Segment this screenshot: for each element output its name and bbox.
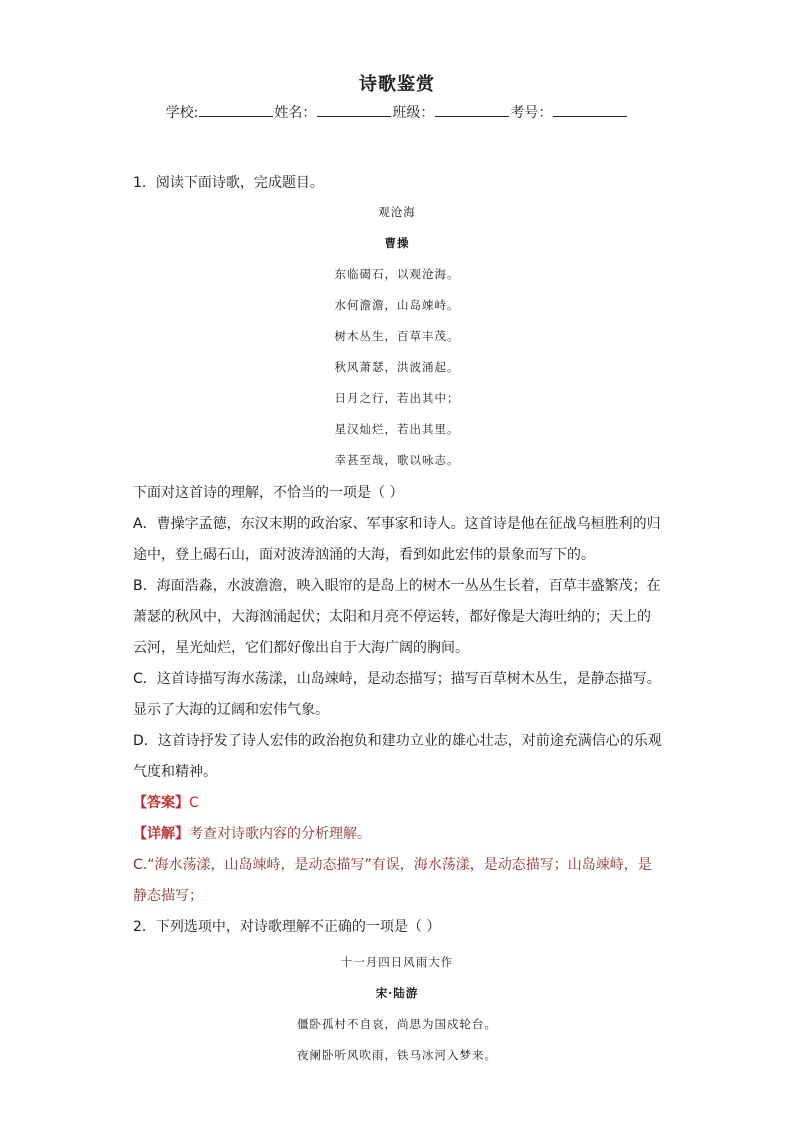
poem-1-line: 水何澹澹，山岛竦峙。 [334, 298, 460, 312]
page-title: 诗歌鉴赏 [359, 74, 435, 95]
answer-value: C [189, 795, 199, 811]
poem-1-line: 树木丛生，百草丰茂。 [334, 329, 460, 343]
poem-2-line: 僵卧孤村不自哀，尚思为国戍轮台。 [297, 1017, 497, 1031]
question-2-stem: 2．下列选项中，对诗歌理解不正确的一项是（ ） [133, 919, 441, 935]
option-d: D．这首诗抒发了诗人宏伟的政治抱负和建功立业的雄心壮志，对前途充满信心的乐观气度和精神。 [133, 733, 662, 780]
name-blank[interactable] [317, 102, 391, 117]
poem-1-line: 幸甚至哉，歌以咏志。 [334, 453, 460, 467]
poem-1-line: 秋风萧瑟，洪波涌起。 [334, 360, 460, 374]
poem-1-title: 观沧海 [378, 205, 416, 219]
name-label: 姓名： [274, 105, 317, 121]
option-b: B．海面浩淼，水波澹澹，映入眼帘的是岛上的树木一丛丛生长着，百草丰盛繁茂；在萧瑟的秋风中，大海汹涌起伏；太阳和月亮不停运转，都好像是大海吐纳的；天上的云河，星光灿烂，它们都好像出自于大海广阔的胸间。 [133, 578, 661, 656]
school-blank[interactable] [199, 102, 273, 117]
number-blank[interactable] [553, 102, 627, 117]
poem-1-line: 东临碣石，以观沧海。 [334, 267, 460, 281]
class-label: 班级： [392, 105, 435, 121]
poem-2-line: 夜阑卧听风吹雨，铁马冰河入梦来。 [297, 1048, 497, 1062]
detail-label: 【详解】 [133, 826, 189, 842]
detail-intro: 考查对诗歌内容的分析理解。 [189, 826, 371, 842]
class-blank[interactable] [435, 102, 509, 117]
answer-line [133, 788, 663, 819]
question-1-prompt: 下面对这首诗的理解，不恰当的一项是（ ） [133, 485, 404, 501]
poem-1-author: 曹操 [384, 236, 410, 250]
question-1-body [133, 478, 663, 943]
poem-2-title: 十一月四日风雨大作 [340, 955, 454, 969]
poem-1-line: 日月之行，若出其中； [334, 391, 460, 405]
option-c: C．这首诗描写海水荡漾，山岛竦峙，是动态描写；描写百草树木丛生，是静态描写。显示了大海的辽阔和宏伟气象。 [133, 671, 661, 718]
detail-line [133, 819, 663, 850]
detail-text: C.“海水荡漾，山岛竦峙，是动态描写”有误，海水荡漾，是动态描写；山岛竦峙，是静态描写； [133, 857, 652, 904]
question-1-stem: 1．阅读下面诗歌，完成题目。 [133, 175, 324, 191]
student-info-line [0, 102, 794, 122]
option-a: A．曹操字孟德，东汉末期的政治家、军事家和诗人。这首诗是他在征战乌桓胜利的归途中，登上碣石山，面对波涛汹涌的大海，看到如此宏伟的景象而写下的。 [133, 516, 661, 563]
poem-2-author: 宋·陆游 [375, 986, 419, 1000]
number-label: 考号： [510, 105, 553, 121]
school-label: 学校: [165, 105, 199, 121]
poem-1-line: 星汉灿烂，若出其里。 [334, 422, 460, 436]
answer-label: 【答案】 [133, 795, 189, 811]
